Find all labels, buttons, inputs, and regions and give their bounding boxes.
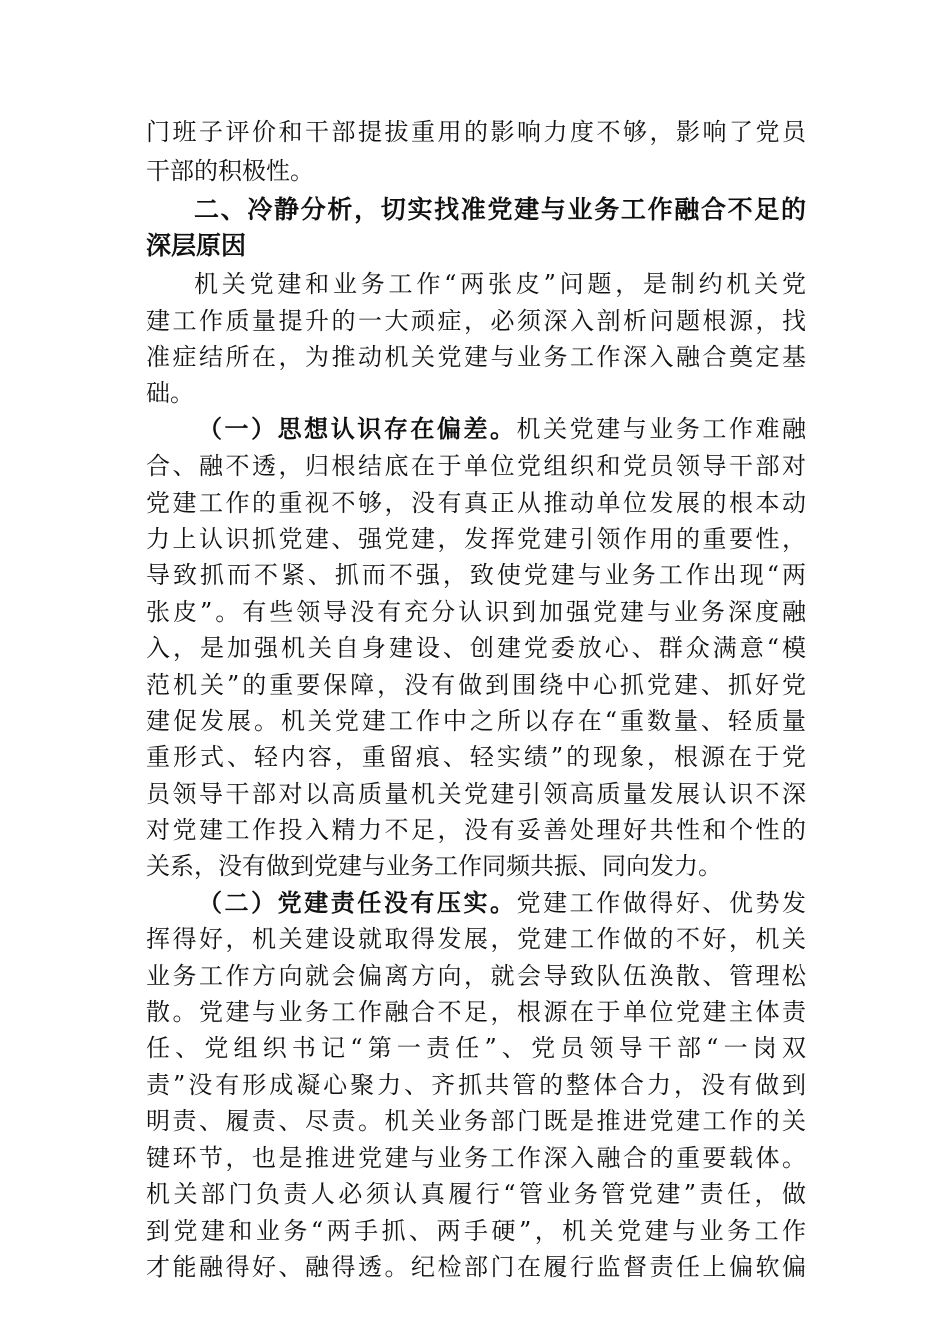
section-heading: 深层原因 [146, 231, 247, 260]
text-line: 到党建和业务“两手抓、两手硬”，机关党建与业务工作 [146, 1217, 806, 1245]
paragraph-first-line [198, 886, 806, 920]
text-line: 建促发展。机关党建工作中之所以存在“重数量、轻质量 [146, 707, 806, 735]
text-line: 门班子评价和干部提拔重用的影响力度不够，影响了党员 [146, 118, 806, 146]
text-line: 对党建工作投入精力不足，没有妥善处理好共性和个性的 [146, 816, 806, 844]
text-line: 责”没有形成凝心聚力、齐抓共管的整体合力，没有做到 [146, 1071, 806, 1099]
text-line: 干部的积极性。 [146, 157, 314, 185]
text-line: 重形式、轻内容，重留痕、轻实绩”的现象，根源在于党 [146, 743, 806, 771]
text-line: 础。 [146, 379, 194, 407]
text-line: 建工作质量提升的一大顽症，必须深入剖析问题根源，找 [146, 307, 806, 335]
section-heading: 二、冷静分析，切实找准党建与业务工作融合不足的 [194, 195, 806, 224]
text-line: 关系，没有做到党建与业务工作同频共振、同向发力。 [146, 852, 722, 880]
paragraph-lead: （二）党建责任没有压实。 [198, 888, 517, 917]
text-line: 党建工作的重视不够，没有真正从推动单位发展的根本动 [146, 489, 806, 517]
text-span: 机关党建与业务工作难融 [516, 415, 807, 443]
text-line: 散。党建与业务工作融合不足，根源在于单位党建主体责 [146, 998, 806, 1026]
text-line: 明责、履责、尽责。机关业务部门既是推进党建工作的关 [146, 1107, 806, 1135]
text-line: 范机关”的重要保障，没有做到围绕中心抓党建、抓好党 [146, 671, 806, 699]
paragraph-first-line [198, 412, 806, 446]
text-line: 机关部门负责人必须认真履行“管业务管党建”责任，做 [146, 1180, 806, 1208]
text-line: 机关党建和业务工作“两张皮”问题，是制约机关党 [194, 270, 806, 298]
text-line: 任、党组织书记“第一责任”、党员领导干部“一岗双 [146, 1034, 806, 1062]
text-line: 准症结所在，为推动机关党建与业务工作深入融合奠定基 [146, 343, 806, 371]
text-line: 挥得好，机关建设就取得发展，党建工作做的不好，机关 [146, 925, 806, 953]
text-line: 业务工作方向就会偏离方向，就会导致队伍涣散、管理松 [146, 962, 806, 990]
text-line: 员领导干部对以高质量机关党建引领高质量发展认识不深 [146, 780, 806, 808]
text-line: 导致抓而不紧、抓而不强，致使党建与业务工作出现“两 [146, 561, 806, 589]
paragraph-lead: （一）思想认识存在偏差。 [198, 414, 517, 443]
text-line: 入，是加强机关自身建设、创建党委放心、群众满意“模 [146, 634, 806, 662]
text-line: 键环节，也是推进党建与业务工作深入融合的重要载体。 [146, 1144, 806, 1172]
text-line: 才能融得好、融得透。纪检部门在履行监督责任上偏软偏 [146, 1253, 806, 1281]
text-span: 党建工作做得好、优势发 [516, 889, 807, 917]
text-line: 张皮”。有些领导没有充分认识到加强党建与业务深度融 [146, 598, 806, 626]
text-line: 力上认识抓党建、强党建，发挥党建引领作用的重要性， [146, 525, 806, 553]
text-line: 合、融不透，归根结底在于单位党组织和党员领导干部对 [146, 452, 806, 480]
